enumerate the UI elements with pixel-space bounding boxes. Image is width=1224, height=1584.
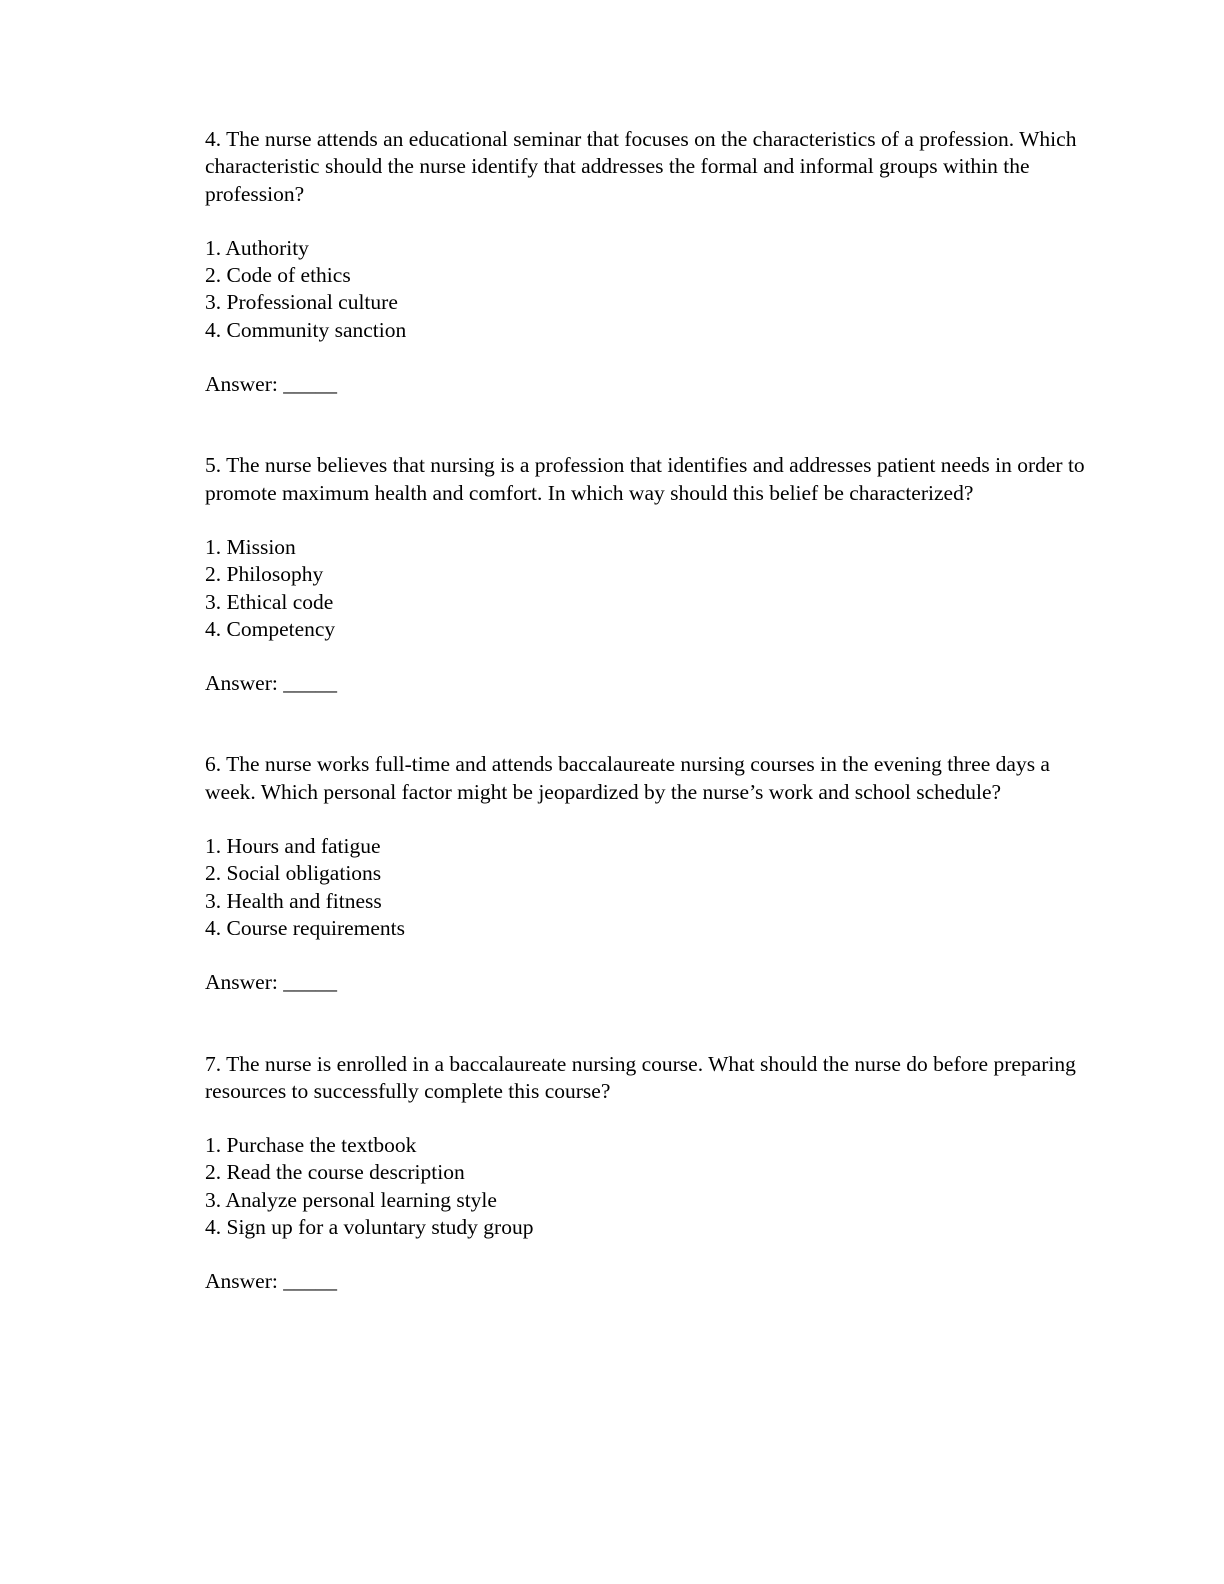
option-item: 3. Ethical code bbox=[205, 589, 334, 614]
option-item: 2. Social obligations bbox=[205, 861, 382, 886]
option-list bbox=[205, 1132, 1105, 1241]
option-item: 4. Sign up for a voluntary study group bbox=[205, 1215, 534, 1240]
question-5 bbox=[205, 452, 1105, 697]
option-list bbox=[205, 534, 1105, 643]
answer-line: Answer: _____ bbox=[205, 970, 337, 995]
question-text: 5. The nurse believes that nursing is a profession that identifies and addresses patient needs in order to promote maximum health and comfort. In which way should this belief be characterized? bbox=[205, 453, 1085, 505]
option-item: 3. Health and fitness bbox=[205, 888, 382, 913]
option-item: 2. Code of ethics bbox=[205, 263, 351, 288]
option-item: 2. Philosophy bbox=[205, 562, 324, 587]
option-item: 3. Analyze personal learning style bbox=[205, 1187, 497, 1212]
answer-line: Answer: _____ bbox=[205, 671, 337, 696]
answer-line: Answer: _____ bbox=[205, 372, 337, 397]
option-item: 3. Professional culture bbox=[205, 290, 398, 315]
answer-line: Answer: _____ bbox=[205, 1269, 337, 1294]
question-text: 7. The nurse is enrolled in a baccalaureate nursing course. What should the nurse do before preparing resources to successfully complete this course? bbox=[205, 1051, 1076, 1103]
question-text: 6. The nurse works full-time and attends baccalaureate nursing courses in the evening three days a week. Which personal factor might be jeopardized by the nurse’s work and school schedule? bbox=[205, 752, 1050, 804]
option-list bbox=[205, 833, 1105, 942]
option-item: 4. Community sanction bbox=[205, 317, 407, 342]
question-6 bbox=[205, 751, 1105, 996]
question-spacer bbox=[205, 398, 1105, 452]
option-item: 1. Purchase the textbook bbox=[205, 1133, 417, 1158]
question-4 bbox=[205, 126, 1105, 398]
option-item: 1. Mission bbox=[205, 534, 296, 559]
option-item: 1. Hours and fatigue bbox=[205, 834, 381, 859]
option-item: 2. Read the course description bbox=[205, 1160, 465, 1185]
question-spacer bbox=[205, 697, 1105, 751]
option-item: 4. Competency bbox=[205, 616, 336, 641]
question-7 bbox=[205, 1051, 1105, 1296]
option-item: 1. Authority bbox=[205, 235, 309, 260]
question-spacer bbox=[205, 997, 1105, 1051]
option-item: 4. Course requirements bbox=[205, 915, 406, 940]
option-list bbox=[205, 235, 1105, 344]
question-text: 4. The nurse attends an educational seminar that focuses on the characteristics of a profession. Which characteristic should the nurse identify that addresses the formal and informal groups within the profession? bbox=[205, 127, 1077, 206]
document-page bbox=[205, 126, 1105, 1296]
